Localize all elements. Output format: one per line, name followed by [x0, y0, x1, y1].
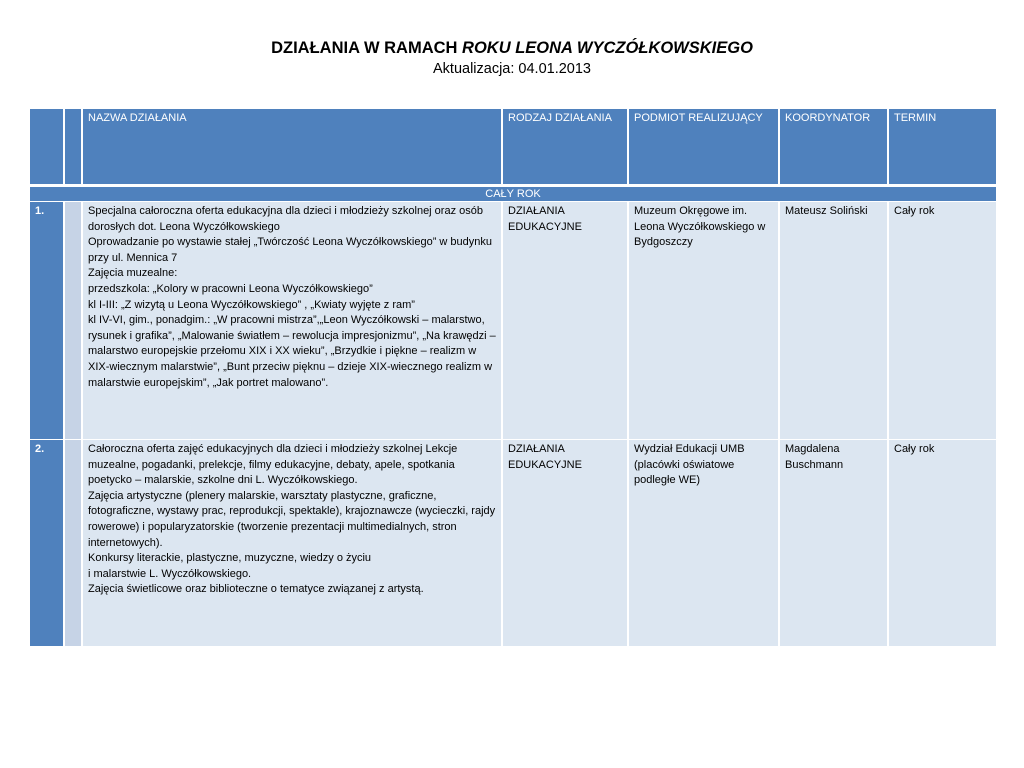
activity-entity-cell: Muzeum Okręgowe im. Leona Wyczółkowskiego w Bydgoszczy [629, 202, 778, 440]
row-number: 2. [30, 440, 63, 646]
row-number: 1. [30, 202, 63, 440]
column-header-name: NAZWA DZIAŁANIA [83, 109, 501, 187]
document-header [0, 38, 1024, 79]
activity-line: Oprowadzanie po wystawie stałej „Twórczość Leona Wyczółkowskiego” w budynku przy ul. Mennica 7 [88, 236, 493, 264]
table-row [30, 440, 996, 646]
column-header-entity: PODMIOT REALIZUJĄCY [629, 109, 778, 187]
activity-type-cell: DZIAŁANIA EDUKACYJNE [503, 440, 627, 646]
activity-line: Zajęcia artystyczne (plenery malarskie, warsztaty plastyczne, graficzne, fotograficzne, wystawy prac, reprodukcji, spektakle), krajoznawcze (wycieczki, rajdy rowerowe) i popularyzatorskie (tworzenie prezentacji multimedialnych, stron internetowych). [88, 489, 496, 549]
header-number-cell [30, 109, 63, 187]
header-blank-cell [65, 109, 81, 187]
title-italic: ROKU LEONA WYCZÓŁKOWSKIEGO [462, 39, 753, 57]
activities-table [28, 109, 998, 646]
activity-term-cell: Cały rok [889, 202, 996, 440]
table-row [30, 202, 996, 440]
column-header-term: TERMIN [889, 109, 996, 187]
activity-entity-cell: Wydział Edukacji UMB (placówki oświatowe podległe WE) [629, 440, 778, 646]
activity-line: kl IV-VI, gim., ponadgim.: „W pracowni mistrza”,„Leon Wyczółkowski – malarstwo, rysunek i grafika”, „Malowanie światłem – rewolucja impresjonizmu”, „Na krawędzi – malarstwo europejskie przełomu XIX i XX wieku”, „Brzydkie i piękne – realizm w XIX-wiecznym malarstwie”, „Bunt przeciw pięknu – dzieje XIX-wiecznego realizm w malarstwie europejskim”, „Jak portret malowano”. [88, 314, 496, 389]
section-label: CAŁY ROK [30, 187, 996, 202]
activity-name-cell [83, 202, 501, 440]
column-header-type: RODZAJ DZIAŁANIA [503, 109, 627, 187]
section-row [30, 187, 996, 202]
activity-line: Konkursy literackie, plastyczne, muzyczne, wiedzy o życiu [88, 552, 372, 565]
activity-coordinator-cell: Magdalena Buschmann [780, 440, 887, 646]
row-blank-cell [65, 440, 81, 646]
activity-term-cell: Cały rok [889, 440, 996, 646]
activity-line: Zajęcia świetlicowe oraz biblioteczne o tematyce związanej z artystą. [88, 583, 424, 596]
update-date: Aktualizacja: 04.01.2013 [433, 61, 591, 77]
activity-coordinator-cell: Mateusz Soliński [780, 202, 887, 440]
title-regular: DZIAŁANIA W RAMACH [271, 39, 463, 57]
activity-type-cell: DZIAŁANIA EDUKACYJNE [503, 202, 627, 440]
activity-line: Całoroczna oferta zajęć edukacyjnych dla dzieci i młodzieży szkolnej Lekcje muzealne, pogadanki, prelekcje, filmy edukacyjne, debaty, apele, spotkania poetycko – malarskie, szkolne dni L. Wyczółkowskiego. [88, 443, 458, 487]
activity-line: kl I-III: „Z wizytą u Leona Wyczółkowskiego” , „Kwiaty wyjęte z ram” [88, 298, 415, 311]
activity-name-cell [83, 440, 501, 646]
activity-line: Zajęcia muzealne: [88, 267, 178, 280]
activity-line: przedszkola: „Kolory w pracowni Leona Wyczółkowskiego” [88, 282, 373, 295]
activity-line: i malarstwie L. Wyczółkowskiego. [88, 567, 252, 580]
table-header-row [30, 109, 996, 187]
row-blank-cell [65, 202, 81, 440]
document-title [0, 38, 1024, 58]
activity-line: Specjalna całoroczna oferta edukacyjna dla dzieci i młodzieży szkolnej oraz osób dorosłych dot. Leona Wyczółkowskiego [88, 205, 483, 233]
column-header-coordinator: KOORDYNATOR [780, 109, 887, 187]
